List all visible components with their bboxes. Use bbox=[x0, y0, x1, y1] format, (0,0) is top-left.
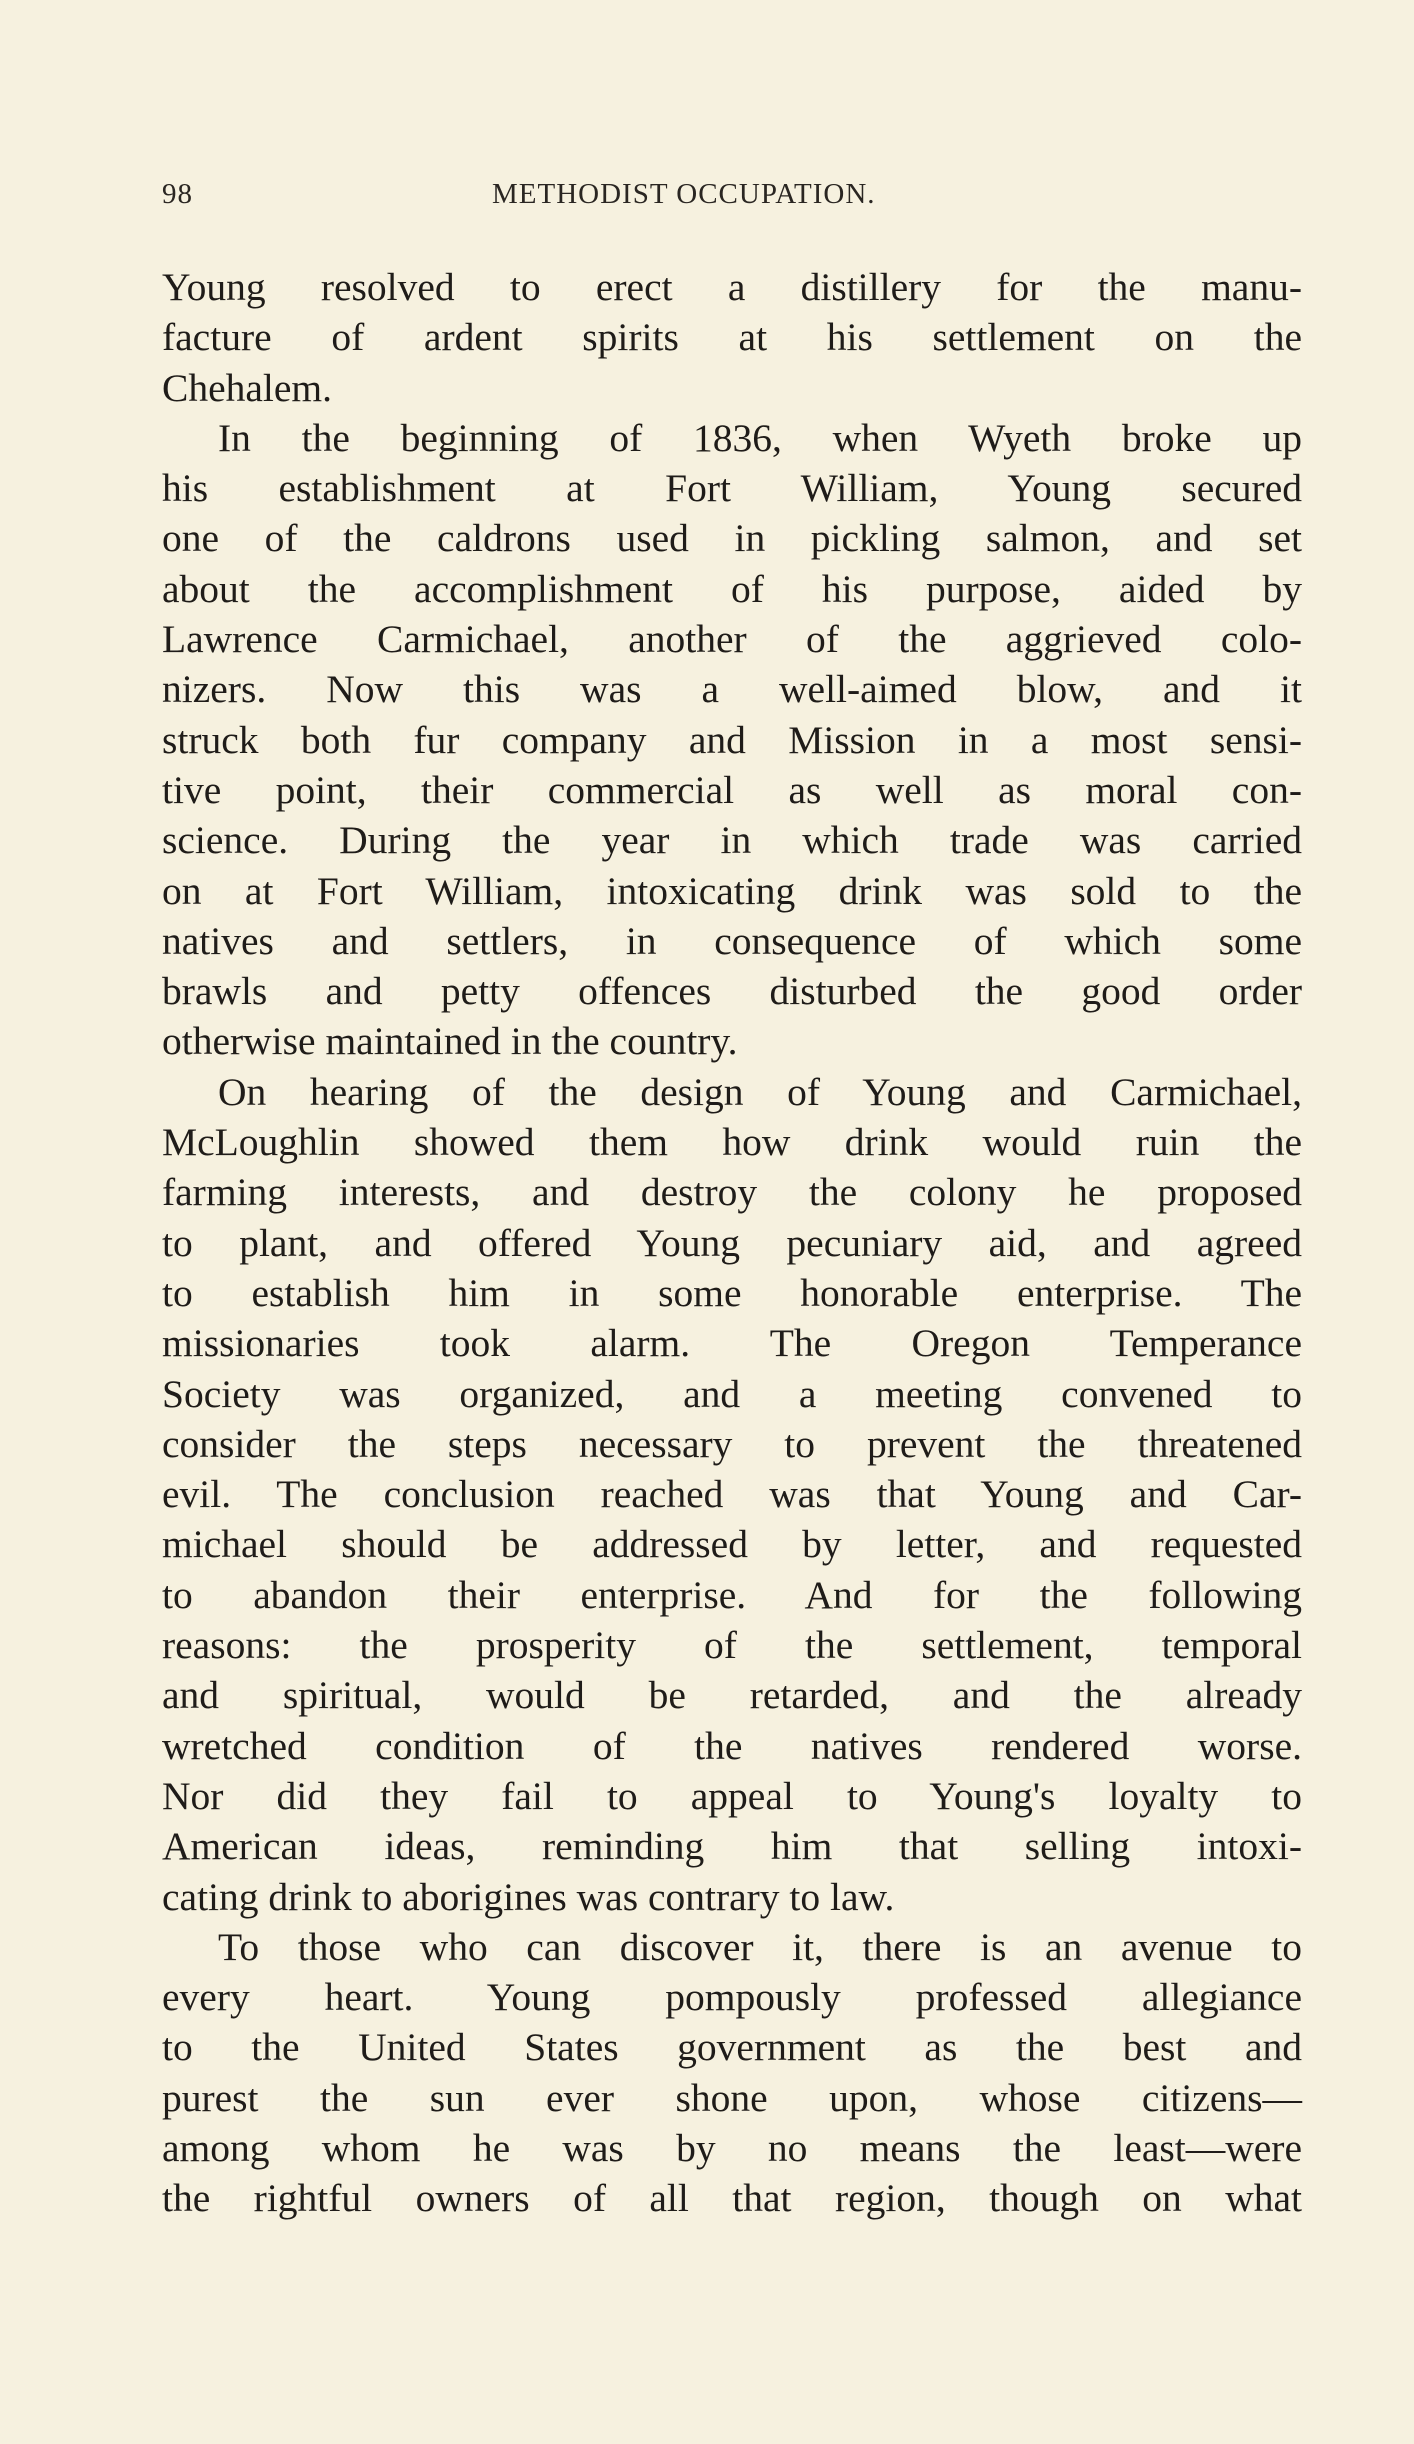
text-line: and spiritual, would be retarded, and the already bbox=[162, 1673, 1302, 1718]
text-line: brawls and petty offences disturbed the good order bbox=[162, 969, 1302, 1014]
text-line: otherwise maintained in the country. bbox=[162, 1019, 738, 1064]
text-line: Chehalem. bbox=[162, 365, 333, 410]
text-line: missionaries took alarm. The Oregon Temperance bbox=[162, 1321, 1302, 1366]
text-line: consider the steps necessary to prevent the threatened bbox=[162, 1421, 1302, 1466]
text-line: American ideas, reminding him that selling intoxi- bbox=[162, 1824, 1302, 1869]
running-head: METHODIST OCCUPATION. bbox=[492, 178, 876, 210]
body-text bbox=[162, 262, 1302, 2224]
text-line: among whom he was by no means the least—were bbox=[162, 2125, 1302, 2170]
text-line: In the beginning of 1836, when Wyeth broke up bbox=[218, 415, 1302, 460]
text-line: struck both fur company and Mission in a most sensi- bbox=[162, 717, 1302, 762]
text-line: evil. The conclusion reached was that Young and Car- bbox=[162, 1472, 1302, 1517]
text-line: purest the sun ever shone upon, whose citizens— bbox=[162, 2075, 1302, 2120]
text-line: McLoughlin showed them how drink would ruin the bbox=[162, 1120, 1302, 1165]
text-line: facture of ardent spirits at his settlement on the bbox=[162, 315, 1302, 360]
text-line: to abandon their enterprise. And for the following bbox=[162, 1572, 1302, 1617]
text-line: Nor did they fail to appeal to Young's loyalty to bbox=[162, 1773, 1302, 1818]
text-line: to plant, and offered Young pecuniary aid, and agreed bbox=[162, 1220, 1302, 1265]
page-number: 98 bbox=[162, 178, 193, 210]
text-line: To those who can discover it, there is an avenue to bbox=[218, 1924, 1302, 1969]
text-line: his establishment at Fort William, Young secured bbox=[162, 466, 1302, 511]
text-line: tive point, their commercial as well as moral con- bbox=[162, 767, 1302, 812]
text-line: farming interests, and destroy the colony he proposed bbox=[162, 1170, 1302, 1215]
text-line: michael should be addressed by letter, and requested bbox=[162, 1522, 1302, 1567]
text-line: about the accomplishment of his purpose, aided by bbox=[162, 566, 1302, 611]
text-line: to the United States government as the best and bbox=[162, 2025, 1302, 2070]
text-line: one of the caldrons used in pickling salmon, and set bbox=[162, 516, 1302, 561]
text-line: cating drink to aborigines was contrary to law. bbox=[162, 1874, 895, 1919]
text-line: Lawrence Carmichael, another of the aggrieved colo- bbox=[162, 617, 1302, 662]
text-line: reasons: the prosperity of the settlement, temporal bbox=[162, 1623, 1302, 1668]
text-line: wretched condition of the natives rendered worse. bbox=[162, 1723, 1302, 1768]
page-header bbox=[162, 178, 1302, 218]
text-line: to establish him in some honorable enterprise. The bbox=[162, 1270, 1302, 1315]
text-line: every heart. Young pompously professed allegiance bbox=[162, 1975, 1302, 2020]
text-line: nizers. Now this was a well-aimed blow, and it bbox=[162, 667, 1302, 712]
text-line: on at Fort William, intoxicating drink was sold to the bbox=[162, 868, 1302, 913]
text-line: science. During the year in which trade was carried bbox=[162, 818, 1302, 863]
text-line: natives and settlers, in consequence of which some bbox=[162, 918, 1302, 963]
text-line: Young resolved to erect a distillery for the manu- bbox=[162, 265, 1302, 309]
text-line: On hearing of the design of Young and Carmichael, bbox=[218, 1069, 1302, 1114]
text-line: Society was organized, and a meeting convened to bbox=[162, 1371, 1302, 1416]
text-line: the rightful owners of all that region, though on what bbox=[162, 2176, 1302, 2221]
